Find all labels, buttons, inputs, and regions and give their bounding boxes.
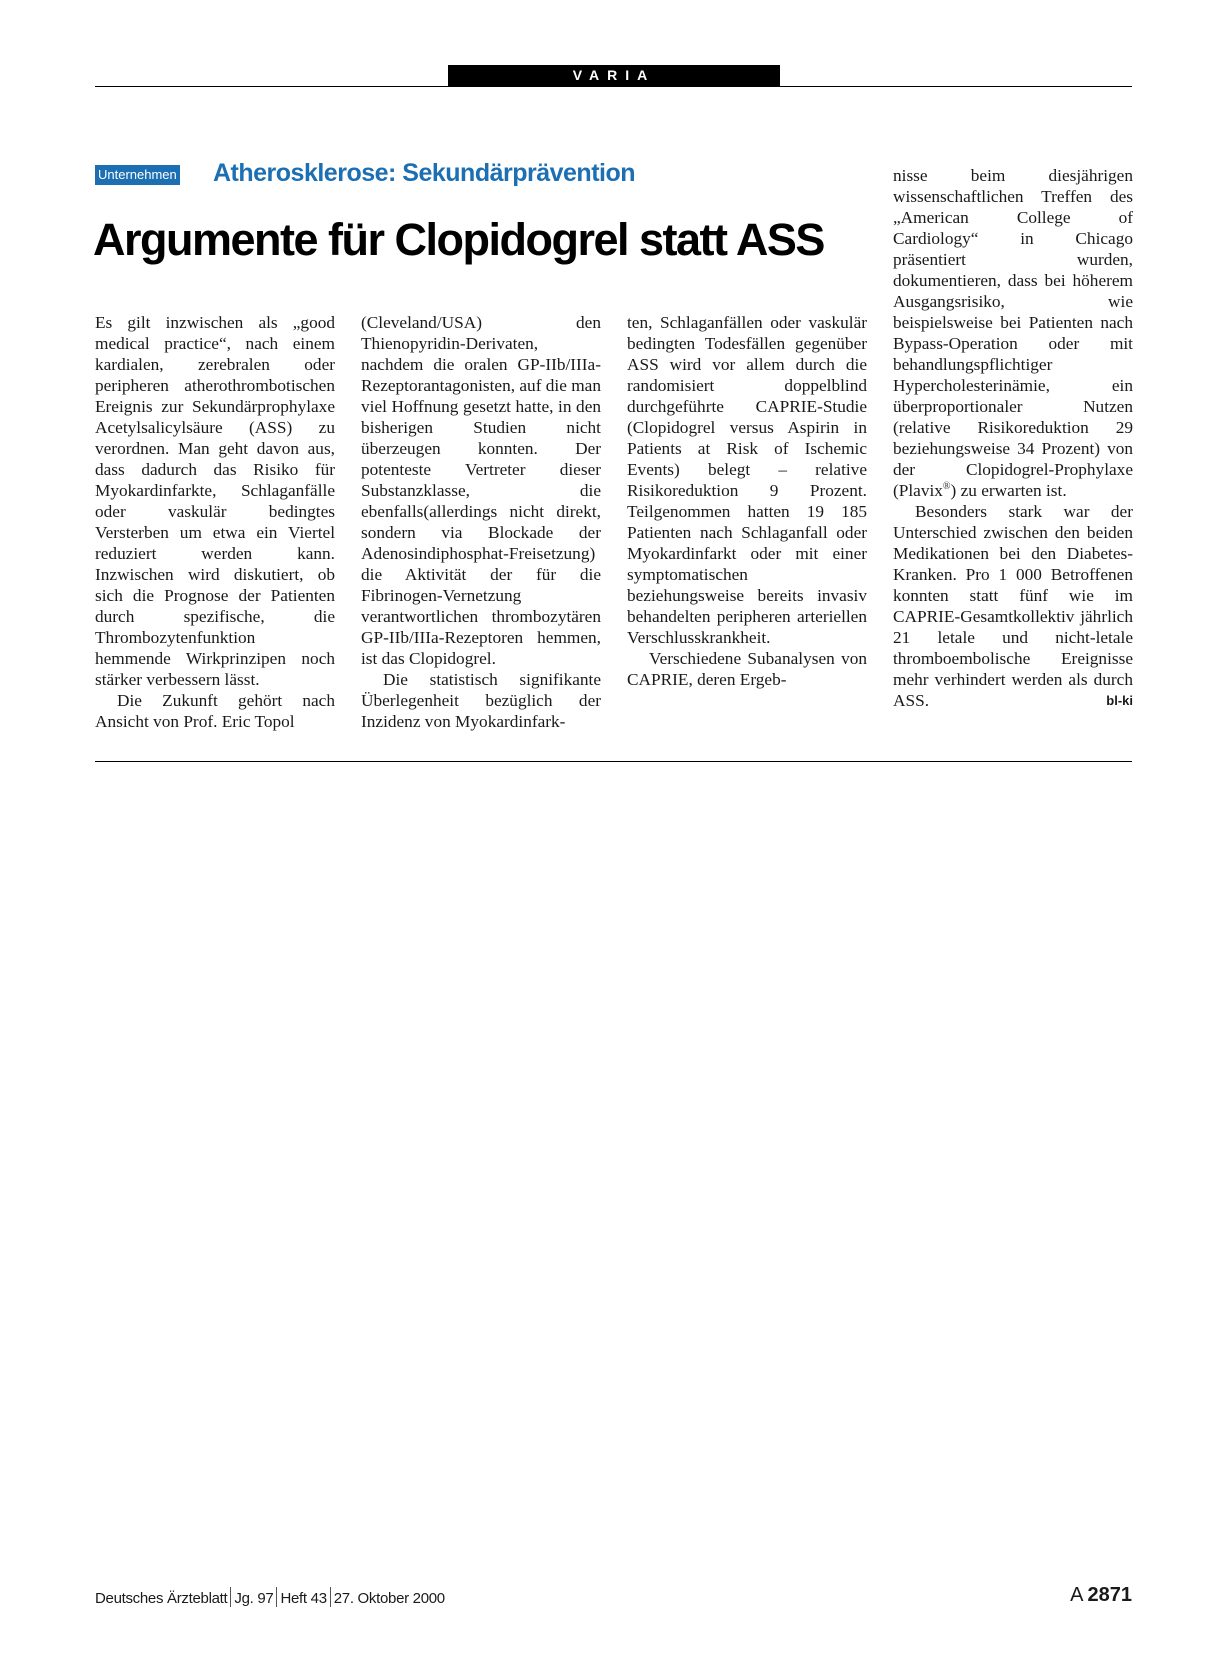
page-prefix: A (1070, 1584, 1084, 1606)
paragraph: ten, Schlaganfällen oder vaskulär bedingten Todesfällen gegenüber ASS wird vor allem durch die randomisiert doppelblind durchgeführte CAPRIE-Studie (Clopidogrel versus Aspirin in Patients at Risk of Ischemic Events) belegt – relative Risikoreduktion 9 Prozent. Teilgenommen hatten 19 185 Patienten nach Schlaganfall oder Myokardinfarkt oder mit einer symptomatischen beziehungsweise bereits invasiv behandelten peripheren arteriellen Verschlusskrankheit. (627, 313, 867, 647)
article-kicker: Atherosklerose: Sekundärprävention (213, 159, 636, 187)
footer-citation (95, 1587, 445, 1607)
page-number (1070, 1584, 1132, 1607)
page-number-value: 2871 (1087, 1584, 1132, 1606)
separator (276, 1587, 277, 1607)
category-tag: Unternehmen (95, 165, 180, 185)
text-column-1 (95, 312, 335, 732)
issue-date: 27. Oktober 2000 (333, 1590, 445, 1607)
section-label: VARIA (448, 65, 780, 86)
issue: Heft 43 (280, 1590, 327, 1607)
paragraph-text: Besonders stark war der Unterschied zwischen den beiden Medikationen bei den Diabetes-Kranken. Pro 1 000 Betroffenen konnten statt fünf wie im CAPRIE-Gesamtkollektiv jährlich 21 letale und nicht-letale thromboembolische Ereignisse mehr verhindert werden als durch ASS. (893, 502, 1133, 710)
paragraph: (Cleveland/USA) den Thienopyridin-Derivaten, nachdem die oralen GP-IIb/IIIa-Rezeptorantagonisten, auf die man viel Hoffnung gesetzt hatte, in den bisherigen Studien nicht überzeugen konnten. Der potenteste Vertreter dieser Substanzklasse, die ebenfalls(allerdings nicht direkt, sondern via Blockade der Adenosindiphosphat-Freisetzung) die Aktivität der für die Fibrinogen-Vernetzung verantwortlichen thrombozytären GP-IIb/IIIa-Rezeptoren hemmen, ist das Clopidogrel. (361, 313, 601, 668)
separator (330, 1587, 331, 1607)
text-column-4 (893, 165, 1133, 711)
registered-mark: ® (942, 481, 951, 493)
volume: Jg. 97 (234, 1590, 274, 1607)
paragraph: Die Zukunft gehört nach Ansicht von Prof. Eric Topol (95, 691, 335, 731)
paragraph-text: nisse beim diesjährigen wissenschaftlichen Treffen des „American College of Cardiology“ in Chicago präsentiert wurden, dokumentieren, dass bei höherem Ausgangsrisiko, wie beispielsweise bei Patienten nach Bypass-Operation oder mit behandlungspflichtiger Hypercholesterinämie, ein überproportionaler Nutzen (relative Risikoreduktion 29 beziehungsweise 34 Prozent) von der Clopidogrel-Prophylaxe (Plavix (893, 166, 1133, 500)
journal-name: Deutsches Ärzteblatt (95, 1590, 228, 1607)
bottom-rule (95, 761, 1132, 762)
text-column-3 (627, 312, 867, 690)
paragraph (893, 165, 1133, 501)
paragraph: Die statistisch signifikante Überlegenheit bezüglich der Inzidenz von Myokardinfark- (361, 670, 601, 731)
text-column-2 (361, 312, 601, 732)
paragraph-text-end: ) zu erwarten ist. (950, 481, 1067, 500)
article-title: Argumente für Clopidogrel statt ASS (93, 214, 824, 265)
paragraph (893, 501, 1133, 711)
separator (230, 1587, 231, 1607)
author-signature: bl-ki (1106, 693, 1133, 708)
top-rule (95, 86, 1132, 87)
paragraph: Verschiedene Subanalysen von CAPRIE, deren Ergeb- (627, 649, 867, 689)
paragraph: Es gilt inzwischen als „good medical practice“, nach einem kardialen, zerebralen oder peripheren atherothrombotischen Ereignis zur Sekundärprophylaxe Acetylsalicylsäure (ASS) zu verordnen. Man geht davon aus, dass dadurch das Risiko für Myokardinfarkte, Schlaganfälle oder vaskulär bedingtes Versterben um etwa ein Viertel reduziert werden kann. Inzwischen wird diskutiert, ob sich die Prognose der Patienten durch spezifische, die Thrombozytenfunktion hemmende Wirkprinzipen noch stärker verbessern lässt. (95, 313, 335, 689)
